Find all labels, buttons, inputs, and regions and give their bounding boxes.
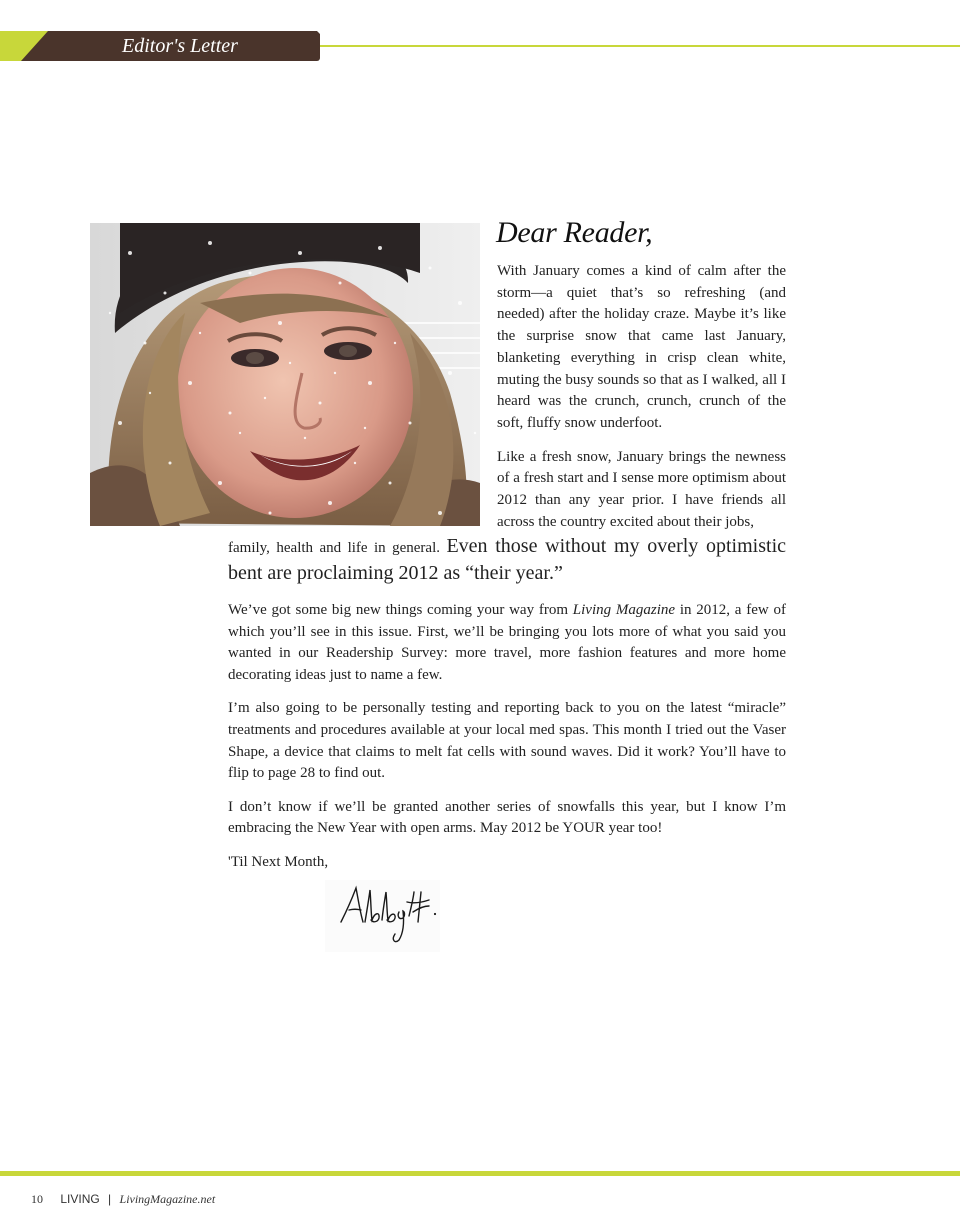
magazine-name: Living Magazine: [572, 602, 676, 618]
letter-column-text: [497, 261, 786, 533]
letter-paragraph-2-start: Like a fresh snow, January brings the newness of a fresh start and I sense more optimism about 2012 than any year prior. I have friends all across the country excited about their jobs,: [497, 448, 786, 530]
letter-paragraph-2-end: [228, 534, 786, 588]
editor-photo: [90, 223, 480, 526]
letter-paragraph-3: [228, 600, 786, 687]
section-title: Editor's Letter: [122, 35, 238, 57]
page-footer: [31, 1192, 215, 1207]
letter-wide-text: [228, 534, 786, 885]
letter-paragraph-4: I’m also going to be personally testing and reporting back to you on the latest “miracle” treatments and procedures available at your local med spas. This month I tried out the Vaser Shape, a device that claims to melt fat cells with sound waves. Did it work? You’ll have to flip to page 28 to find out.: [228, 700, 786, 782]
header-rule: [320, 45, 960, 47]
paragraph-2-continuation: family, health and life in general.: [228, 540, 447, 556]
letter-greeting: Dear Reader,: [496, 216, 653, 249]
paragraph-3-lead: We’ve got some big new things coming your way from: [228, 602, 573, 618]
letter-signoff: 'Til Next Month,: [228, 853, 329, 870]
footer-rule: [0, 1171, 960, 1176]
editor-signature: [325, 880, 440, 952]
pull-quote-text: Even those without my overly optimistic bent are proclaiming 2012 as “their year.”: [228, 535, 787, 584]
signature-image: [325, 880, 440, 952]
website-link[interactable]: LivingMagazine.net: [119, 1192, 216, 1206]
letter-paragraph-5: I don’t know if we’ll be granted another series of snowfalls this year, but I know I’m embracing the New Year with open arms. May 2012 be YOUR year too!: [228, 798, 786, 837]
magazine-label: LIVING: [60, 1192, 100, 1206]
letter-paragraph-1: With January comes a kind of calm after the storm—a quiet that’s so refreshing (and needed) after the holiday craze. Maybe it’s like the surprise snow that came last January, blanketing everything in crisp clean white, muting the busy sounds so that as I walked, all I heard was the crunch, crunch, crunch of the soft, fluffy snow underfoot.: [497, 263, 786, 431]
footer-separator: |: [108, 1192, 112, 1206]
editor-portrait-image: [90, 223, 480, 526]
paragraph-3-rest: in 2012, a few of which you’ll see in this issue. First, we’ll be bringing you lots more of what you said you wanted in our Readership Survey: more travel, more fashion features and more home decorating ideas just to name a few.: [228, 602, 786, 684]
page-number: 10: [31, 1192, 43, 1206]
